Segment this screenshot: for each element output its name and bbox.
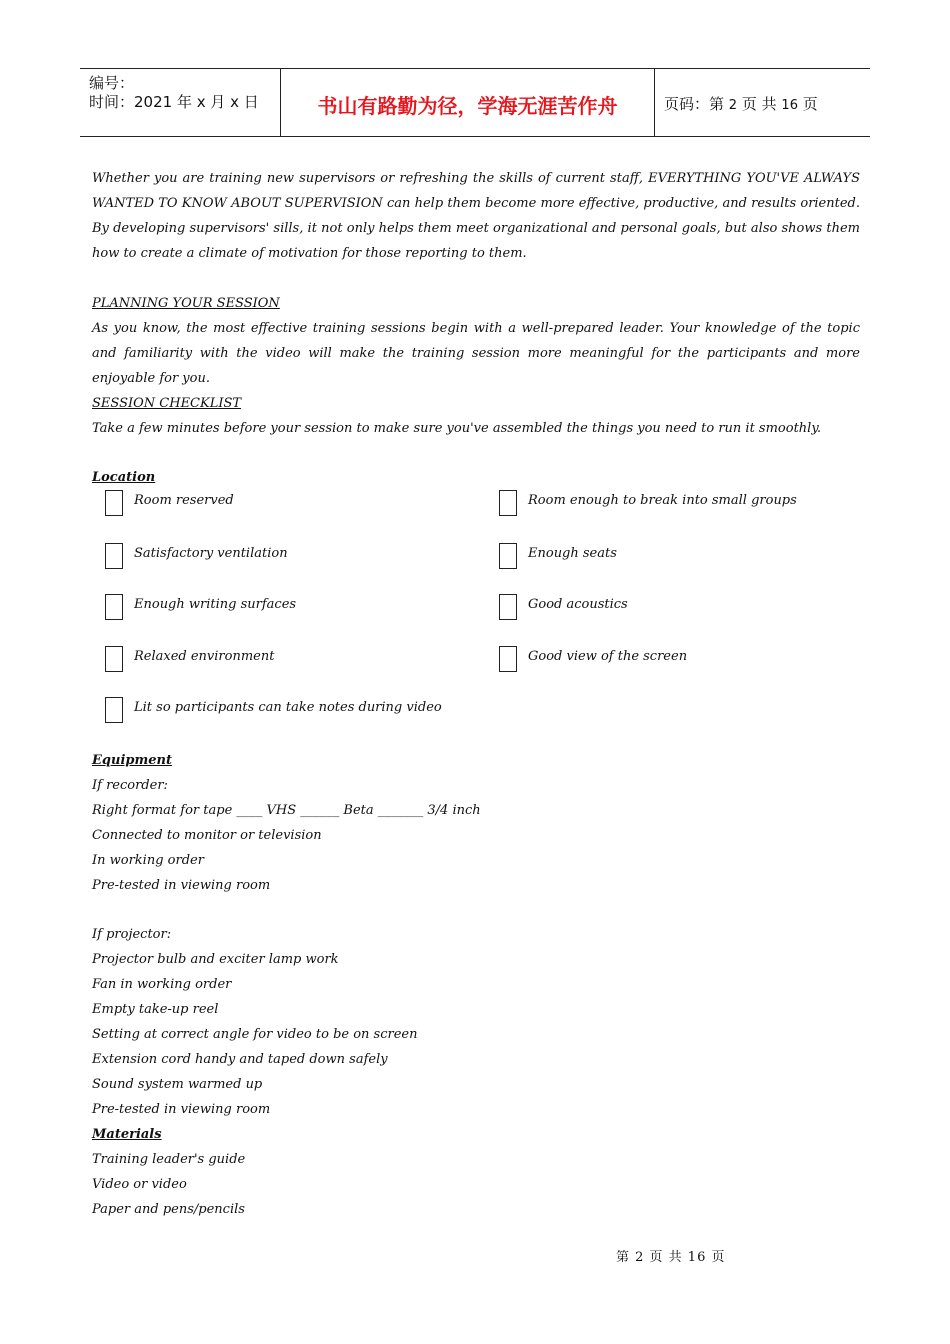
page-mid: 页 共: [741, 95, 777, 113]
header-page-info: [664, 93, 818, 114]
checklist-paragraph: Take a few minutes before your session to make sure you've assembled the things you need to run it smoothly.: [92, 421, 822, 436]
planning-paragraph: As you know, the most effective training sessions begin with a well-prepared leader. Your knowledge of the topic and familiarity with the video will make the training session more meaningful for the participants and more enjoyable for you.: [92, 321, 860, 386]
checkbox-square[interactable]: [105, 697, 123, 723]
equipment-line: If recorder:: [92, 778, 168, 793]
projector-line: Empty take-up reel: [92, 1002, 219, 1017]
intro-section: [92, 166, 860, 266]
checkbox-label: Enough seats: [528, 546, 617, 561]
planning-section: [92, 291, 860, 391]
equipment-line: Right format for tape ____ VHS ______ Beta _______ 3/4 inch: [92, 803, 481, 818]
materials-line: Paper and pens/pencils: [92, 1202, 245, 1217]
equipment-section: [92, 748, 860, 898]
materials-heading: Materials: [92, 1127, 162, 1142]
projector-line: Pre-tested in viewing room: [92, 1102, 271, 1117]
motto-text: 书山有路勤为径，学海无涯苦作舟: [317, 94, 618, 118]
header-page-cell: [654, 69, 870, 136]
checklist-section: [92, 391, 860, 441]
projector-section: [92, 922, 860, 1222]
page-footer: 第 2 页 共 16 页: [616, 1250, 726, 1265]
checkbox-label: Room enough to break into small groups: [528, 493, 797, 508]
checkbox-square[interactable]: [499, 490, 517, 516]
time-label: 时间：2021 年 x 月 x 日: [89, 93, 259, 111]
page-number: 2: [728, 98, 738, 113]
checkbox-square[interactable]: [105, 543, 123, 569]
checkbox-label: Good view of the screen: [528, 649, 688, 664]
checkbox-label: Room reserved: [134, 493, 234, 508]
projector-line: Sound system warmed up: [92, 1077, 263, 1092]
checkbox-label: Lit so participants can take notes during video: [134, 700, 442, 715]
projector-line: Fan in working order: [92, 977, 232, 992]
page-total: 16: [781, 98, 798, 113]
equipment-line: Pre-tested in viewing room: [92, 878, 271, 893]
checkbox-square[interactable]: [105, 490, 123, 516]
checkbox-square[interactable]: [105, 646, 123, 672]
checklist-heading: SESSION CHECKLIST: [92, 396, 242, 411]
checkbox-label: Relaxed environment: [134, 649, 275, 664]
materials-line: Video or video: [92, 1177, 187, 1192]
projector-line: Setting at correct angle for video to be on screen: [92, 1027, 418, 1042]
location-heading-wrap: [92, 465, 860, 490]
checkbox-square[interactable]: [499, 594, 517, 620]
checkbox-square[interactable]: [105, 594, 123, 620]
header-left-cell: [80, 69, 280, 136]
location-heading: Location: [92, 470, 156, 485]
equipment-heading: Equipment: [92, 753, 172, 768]
projector-line: Extension cord handy and taped down safely: [92, 1052, 388, 1067]
header-motto-cell: [280, 69, 655, 136]
checkbox-square[interactable]: [499, 543, 517, 569]
page-prefix: 页码：第: [664, 95, 725, 113]
checkbox-label: Enough writing surfaces: [134, 597, 297, 612]
materials-line: Training leader's guide: [92, 1152, 246, 1167]
checkbox-square[interactable]: [499, 646, 517, 672]
page-suffix: 页: [802, 95, 818, 113]
equipment-line: Connected to monitor or television: [92, 828, 322, 843]
checkbox-label: Good acoustics: [528, 597, 628, 612]
planning-heading: PLANNING YOUR SESSION: [92, 296, 280, 311]
projector-line: Projector bulb and exciter lamp work: [92, 952, 339, 967]
equipment-line: In working order: [92, 853, 204, 868]
intro-paragraph: Whether you are training new supervisors or refreshing the skills of current staff, EVERYTHING YOU'VE ALWAYS WANTED TO KNOW ABOUT SUPERVISION can help them become more effective, productive, and results oriented. By developing supervisors' sills, it not only helps them meet organizational and personal goals, but also shows them how to create a climate of motivation for those reporting to them.: [92, 171, 860, 261]
projector-line: If projector:: [92, 927, 172, 942]
page-header: [80, 68, 870, 137]
id-label: 编号：: [89, 74, 135, 92]
checkbox-label: Satisfactory ventilation: [134, 546, 288, 561]
